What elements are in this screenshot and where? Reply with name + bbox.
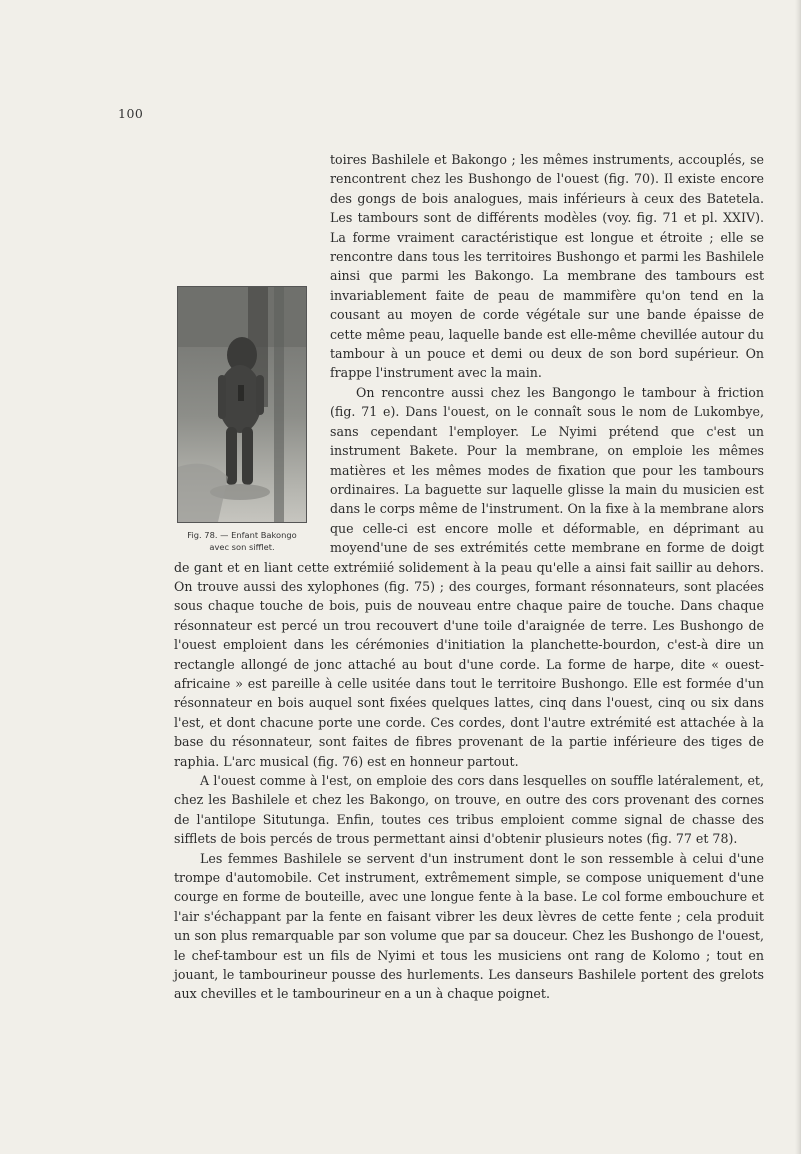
paragraph-2: On rencontre aussi chez les Bangongo le tambour à friction (fig. 71 e). Dans l'ouest, on le connaît sous le nom de Lukombye, sans cependant l'employer. Le Nyimi prétend que c'est un instrument Bakete. Pour la membrane, on emploie les mêmes matières et les mêmes modes de fixation que pour les tambours ordinaires. La baguette sur laquelle glisse la main du musicien est dans le corps même de l'instrument. On la fixe à la membrane alors que celle-ci est encore molle et déformable, en déprimant au moyend'une de ses extrémités cette membrane en forme de doigt de gant et en liant cette extrémiié solidement à la peau qu'elle a ainsi fait saillir au dehors. On trouve aussi des xylophones (fig. 75) ; des courges, formant résonnateurs, sont placées sous chaque touche de bois, puis de nouveau entre chaque paire de touche. Dans chaque résonnateur est percé un trou recouvert d'une toile d'araignée de terre. Les Bushongo de l'ouest emploient dans les cérémonies d'initiation la planchette-bourdon, c'est-à dire un rectangle allongé de jonc attaché au bout d'une corde. La forme de harpe, dite « ouest-africaine » est pareille à celle usitée dans tout le territoire Bushongo. Elle est formée d'un résonnateur en bois auquel sont fixées quelques lattes, cinq dans l'ouest, cinq ou six dans l'est, et dont chacune porte une corde. Ces cordes, dont l'autre extrémité est attachée à la base du résonnateur, sont faites de fibres provenant de la partie inférieure des tiges de raphia. L'arc musical (fig. 76) est en honneur partout. xyxy=(174,384,764,769)
body-text xyxy=(174,150,764,1004)
page-edge-shadow xyxy=(795,0,801,1154)
paragraph-3: A l'ouest comme à l'est, on emploie des cors dans lesquelles on souffle latéralement, et, chez les Bashilele et chez les Bakongo, on trouve, en outre des cors provenant des cornes de l'antilope Situtunga. Enfin, toutes ces tribus emploient comme signal de chasse des sifflets de bois percés de trous permettant ainsi d'obtenir plusieurs notes (fig. 77 et 78). xyxy=(174,773,764,847)
paragraph-4: Les femmes Bashilele se servent d'un instrument dont le son ressemble à celui d'une trompe d'automobile. Cet instrument, extrêmement simple, se compose uniquement d'une courge en forme de bouteille, avec une longue fente à la base. Le col forme embouchure et l'air s'échappant par la fente en faisant vibrer les deux lèvres de cette fente ; cela produit un son plus remarquable par son volume que par sa douceur. Chez les Bushongo de l'ouest, le chef-tambour est un fils de Nyimi et tous les musiciens ont rang de Kolomo ; tout en jouant, le tambourineur pousse des hurlements. Les danseurs Bashilele portent des grelots aux chevilles et le tambourineur en a un à chaque poignet. xyxy=(174,850,764,1002)
figure-78 xyxy=(166,286,318,553)
paragraph-1: toires Bashilele et Bakongo ; les mêmes instruments, accouplés, se rencontrent chez les Bushongo de l'ouest (fig. 70). Il existe encore des gongs de bois analogues, mais inférieurs à ceux des Batetela. Les tambours sont de différents modèles (voy. fig. 71 et pl. XXIV). La forme vraiment caractéristique est longue et étroite ; elle se rencontre dans tous les territoires Bushongo et parmi les Bashilele ainsi que parmi les Bakongo. La membrane des tambours est invariablement faite de peau de mammifère qu'on tend en la cousant au moyen de corde végétale sur une bande épaisse de cette même peau, laquelle bande est elle-même chevillée autour du tambour à un pouce et demi ou deux de son bord supérieur. On frappe l'instrument avec la main. xyxy=(330,152,764,381)
page-number: 100 xyxy=(118,106,144,121)
figure-caption xyxy=(166,529,318,553)
photograph-child-icon xyxy=(177,286,307,523)
figure-caption-line2: avec son sifflet. xyxy=(209,542,275,552)
figure-caption-line1: Fig. 78. — Enfant Bakongo xyxy=(187,530,297,540)
